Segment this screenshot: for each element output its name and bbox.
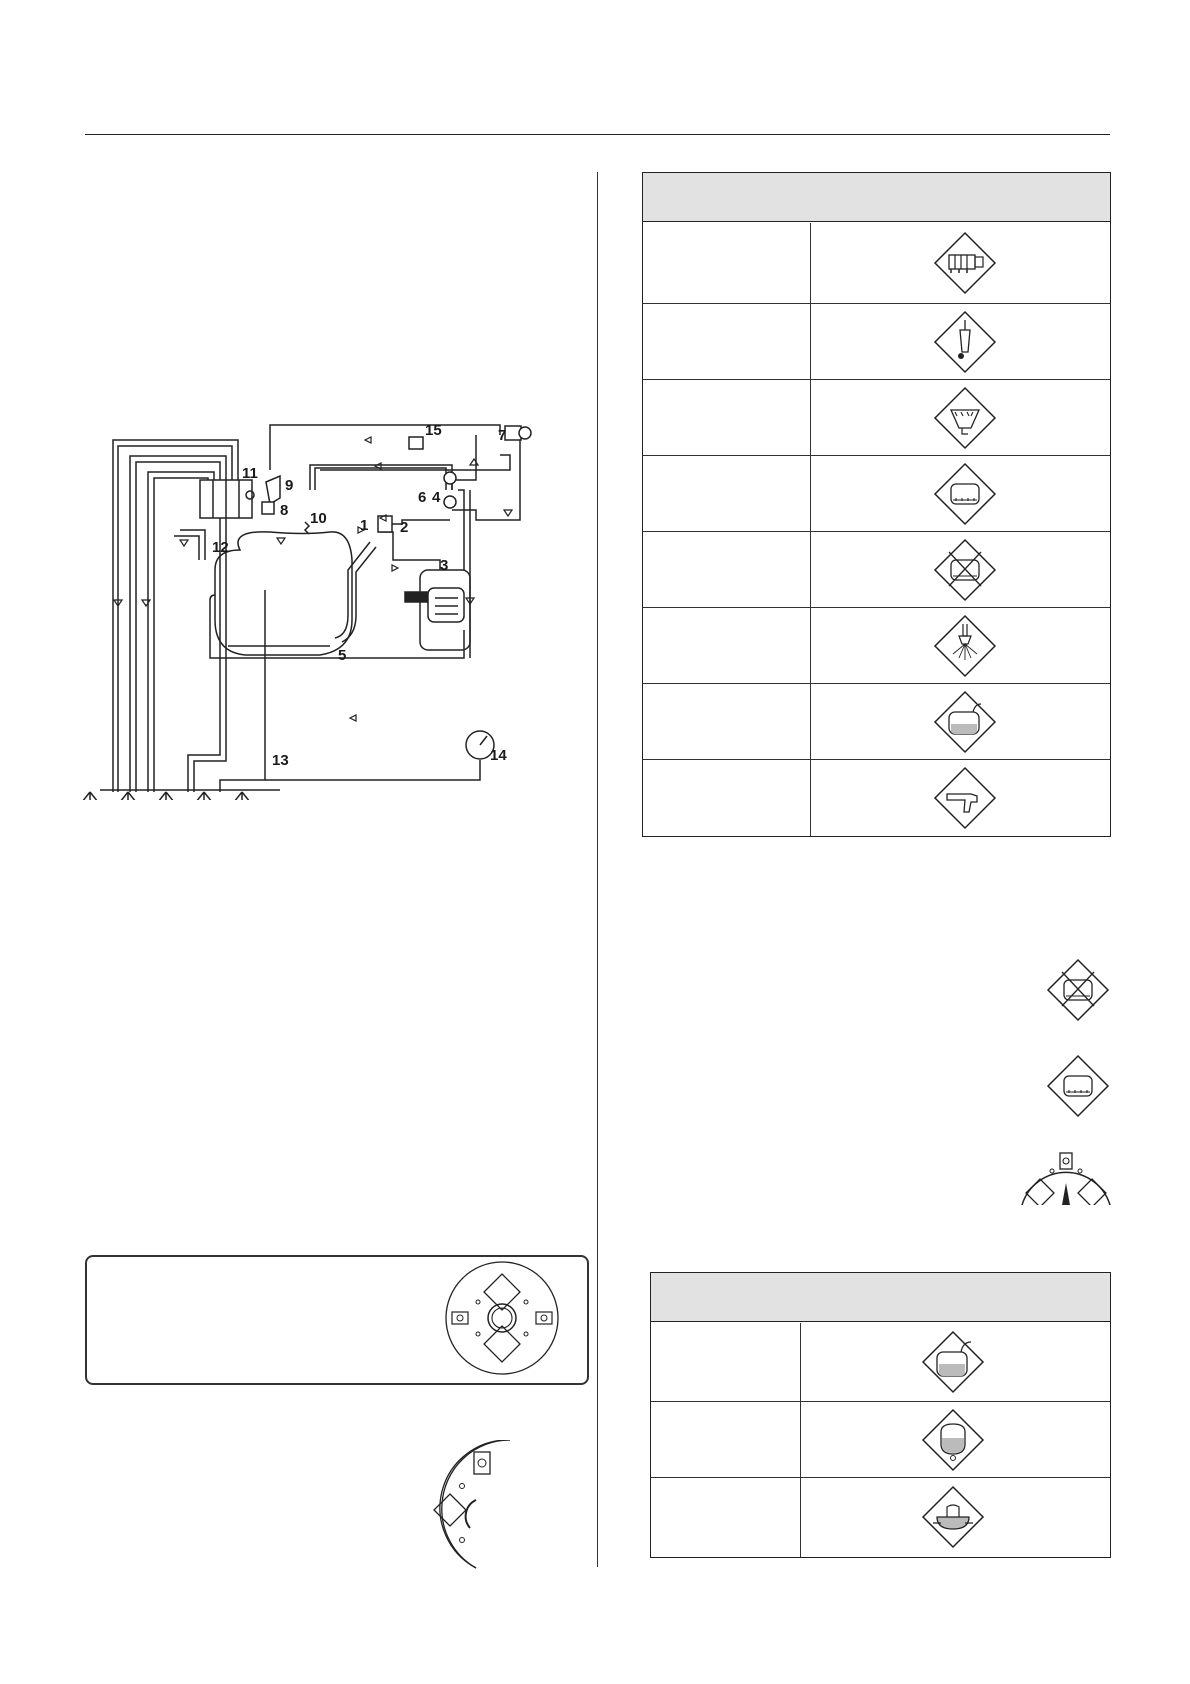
table-row [643,455,1110,532]
callout-7: 7 [498,427,507,444]
agitation-off-icon [933,538,997,602]
callout-15: 15 [425,422,442,439]
rinse-tank-icon [933,690,997,754]
callout-9: 9 [285,477,294,494]
table-row [643,683,1110,760]
spray-gun-icon [933,766,997,830]
callout-14: 14 [490,747,507,764]
callout-10: 10 [310,510,327,527]
chemical-bowl-icon [921,1485,985,1549]
rinse-tank-fill-icon [921,1330,985,1394]
table-row [651,1477,1110,1556]
table-row [643,759,1110,836]
valve-dial-partial-icon [420,1440,510,1570]
table-row [643,531,1110,608]
induction-hopper-icon [933,386,997,450]
callout-11: 11 [242,465,258,482]
note-box [85,1255,589,1385]
table-row [651,1323,1110,1401]
tank-symbol-table [650,1272,1111,1558]
callout-6: 6 [418,489,427,506]
liquid-system-diagram [80,420,580,800]
table-header [643,173,1110,222]
main-tank-icon [921,1408,985,1472]
function-symbol-table [642,172,1111,837]
rinse-nozzle-icon [933,614,997,678]
tank-agitation-icon [933,462,997,526]
table-header [651,1273,1110,1322]
valve-dial-detail-icon [1020,1145,1112,1205]
callout-4: 4 [432,489,441,506]
callout-8: 8 [280,502,289,519]
valve-dial-icon [444,1260,560,1376]
callout-1: 1 [360,517,369,534]
header-rule [85,134,1110,135]
callout-12: 12 [212,539,229,556]
table-row [643,607,1110,684]
table-row [643,303,1110,380]
callout-13: 13 [272,752,289,769]
callout-2: 2 [400,519,409,536]
table-row [643,223,1110,303]
column-divider [597,172,598,1567]
table-row [651,1401,1110,1478]
callout-3: 3 [440,557,449,574]
tank-agitation-icon [1046,1054,1110,1118]
table-row [643,379,1110,456]
suction-filter-icon [933,310,997,374]
boom-valves-icon [933,231,997,295]
callout-5: 5 [338,647,347,664]
agitation-off-icon [1046,958,1110,1022]
